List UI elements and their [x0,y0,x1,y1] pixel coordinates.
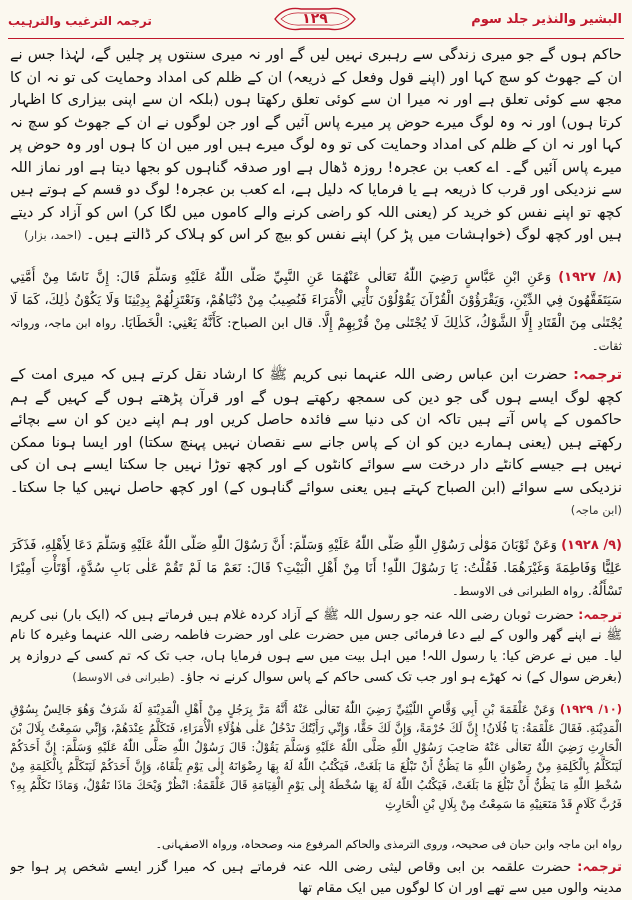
hadith-1-tarjuma-label: ترجمہ: [573,367,622,383]
paragraph-reference: (احمد، بزار) [23,228,82,242]
hadith-1-arabic [10,266,622,362]
hadith-3-tarjuma-label: ترجمہ: [577,860,622,875]
hadith-1-reference: (ابن ماجہ) [570,503,622,517]
hadith-3-arabic [10,700,622,832]
hadith-1-number: (۸/ ۱۹۲۷) [558,270,622,285]
hadith-3-number: (۱۰/ ۱۹۲۹) [559,702,622,716]
hadith-1-translation [10,364,622,532]
hadith-3-source-line [10,836,622,856]
hadith-1-arabic-text: وَعَنِ ابْنِ عَبَّاسٍ رَضِيَ اللّٰهُ تَعَالٰى عَنْهُمَا عَنِ النَّبِيِّ صَلَّى اللّٰهُ عَلَيْهِ وَسَلَّمَ قَالَ: إِنَّ نَاسًا مِنْ أُمَّتِي سَيَتَفَقَّهُونَ فِي الدِّيْنِ، وَيَقْرَؤُوْنَ الْقُرْآنَ يَقُوْلُوْنَ نَأْتِي الْأُمَرَاءَ فَنُصِيبُ مِنْ دُنْيَاهُمْ، وَنَعْتَزِلُهُمْ بِدِيْنِنَا وَلَا يَكُوْنُ ذٰلِكَ، كَمَا لَا يُجْتَنٰى مِنَ الْقَتَادِ إِلَّا الشَّوْكُ، كَذٰلِكَ لَا يُجْتَنٰى مِنْ قُرْبِهِمْ إِلَّا. قال ابن الصباح: كَأَنَّهُ يَعْنِي: الْخَطَايَا. [10,270,622,331]
hadith-2-reference: (طبرانی فی الاوسط) [72,669,175,684]
hadith-2-number: (۹/ ۱۹۲۸) [561,538,622,553]
hadith-2-source: رواہ الطبرانی فی الاوسط۔ [451,584,584,598]
hadith-3-arabic-text: وَعَنْ عَلْقَمَةَ بْنِ أَبِي وَقَّاصٍ اللَّيْثِيِّ رَضِيَ اللّٰهُ تَعَالٰى عَنْهُ أَنَّهُ مَرَّ بِرَجُلٍ مِنْ أَهْلِ الْمَدِيْنَةِ لَهُ شَرَفٌ وَهُوَ جَالِسٌ بِسُوْقِ الْمَدِيْنَةِ. فَقَالَ عَلْقَمَةُ: يَا فُلَانُ! إِنَّ لَكَ حُرْمَةً، وَإِنَّ لَكَ حَقًّا، وَإِنِّي رَأَيْتُكَ تَدْخُلُ عَلٰى هٰؤُلَاءِ الْأُمَرَاءِ، فَتَكَلَّمُ عِنْدَهُمْ، وَإِنِّي سَمِعْتُ بِلَالَ بْنَ الْحَارِثِ رَضِيَ اللّٰهُ تَعَالٰى عَنْهُ صَاحِبَ رَسُوْلِ اللّٰهِ صَلَّى اللّٰهُ عَلَيْهِ وَسَلَّمَ يَقُوْلُ: قَالَ رَسُوْلُ اللّٰهِ صَلَّى اللّٰهُ عَلَيْهِ وَسَلَّمَ: إِنَّ أَحَدَكُمْ لَيَتَكَلَّمُ بِالْكَلِمَةِ مِنْ رِضْوَانِ اللّٰهِ مَا يَظُنُّ أَنْ تَبْلُغَ مَا بَلَغَتْ، فَيَكْتُبُ اللّٰهُ لَهُ بِهَا رِضْوَانَهُ إِلٰى يَوْمِ يَلْقَاهُ، وَإِنَّ أَحَدَكُمْ لَيَتَكَلَّمُ بِالْكَلِمَةِ مِنْ سُخْطِ اللّٰهِ مَا يَظُنُّ أَنْ تَبْلُغَ مَا بَلَغَتْ، فَيَكْتُبُ اللّٰهُ لَهُ بِهَا سُخْطَهُ إِلٰى يَوْمِ الْقِيَامَةِ قَالَ عَلْقَمَةُ: انْظُرْ وَيْحَكَ مَاذَا تَقُوْلُ، وَمَاذَا تَكَلَّمُ بِهِ؟ فَرُبَّ كَلَامٍ قَدْ مَنَعَنِيْهِ مَا سَمِعْتُ مِنْ بِلَالِ بْنِ الْحَارِثِ [10,702,622,811]
book-title: البشیر والنذیر جلد سوم [471,12,622,27]
hadith-1-source: رواہ ابن ماجہ، ورواتہ ثقات۔ [10,316,622,353]
hadith-2-translation-text: حضرت ثوبان رضی اللہ عنہ جو رسول اللہ ﷺ کے آزاد کردہ غلام ہیں فرماتے ہیں کہ (ایک بار) نبی کریم ﷺ نے اپنے گھر والوں کے لیے دعا فرمائی جس میں حضرت علی اور حضرت فاطمہ رضی اللہ عنہما وغیرہ کا نام لیا۔ میں نے عرض کیا: یا رسول اللہ! میں اہل بیت میں سے ہوں فرمایا ہاں، جب تک کہ تم کسی کے دروازہ پر (بغرض سوال کے) نہ کھڑے ہو اور جب تک کسی حاکم کے پاس سوال کرنے نہ جاؤ۔ [10,608,622,685]
hadith-3-translation [10,858,622,898]
page-header [0,0,632,40]
hadith-3-translation-text: حضرت علقمہ بن ابی وقاص لیثی رضی اللہ عنہ فرماتے ہیں کہ میرا گزر ایسے شخص پر ہوا جو مدینہ والوں میں سے تھے اور ان کا لوگوں میں ایک مقام تھا [10,860,622,896]
hadith-2-arabic [10,534,622,604]
hadith-2-arabic-text: وَعَنْ ثَوْبَانَ مَوْلٰى رَسُوْلِ اللّٰهِ صَلَّى اللّٰهُ عَلَيْهِ وَسَلَّمَ: أَنَّ رَسُوْلَ اللّٰهِ صَلَّى اللّٰهُ عَلَيْهِ وَسَلَّمَ دَعَا لِأَهْلِهِ، فَذَكَرَ عَلِيًّا وَفَاطِمَةَ وَغَيْرَهُمَا. فَقُلْتُ: يَا رَسُوْلَ اللّٰهِ! أَنَا مِنْ أَهْلِ الْبَيْتِ؟ قَالَ: نَعَمْ مَا لَمْ تَقُمْ عَلٰى بَابِ سُدَّةٍ، أَوْتَأْتِ أَمِيْرًا تَسْأَلُهُ. [10,538,622,599]
hadith-2-tarjuma-label: ترجمہ: [578,608,622,623]
page-number: ۱۲۹ [302,11,328,27]
hadith-1-translation-text: حضرت ابن عباس رضی اللہ عنہما نبی کریم ﷺ کا ارشاد نقل کرتے ہیں کہ میری امت کے کچھ لوگ ایسے ہوں گی جو دین کی سمجھ رکھتے ہوں گے اور قرآن پڑھتے ہوں گے کہیں گے ہم حاکموں کے پاس آتے ہیں تاکہ ان کی دنیا سے فائدہ حاصل کریں اور ہم اپنے دین کو ان سے بچائے رکھتے ہیں (یعنی ہمارے دین کو ان کے پاس جانے سے نقصان نہیں پہنچ سکتا) اور ایسا ہونا ممکن نہیں ہے جیسے کانٹے دار درخت سے سوائے کانٹوں کے اور کچھ توڑا نہیں جا سکتا ایسے ہی ان کی نزدیکی سے سوائے (ابن الصباح کہتے ہیں یعنی سوائے گناہوں کے) اور کچھ حاصل نہیں کیا جا سکتا۔ [10,367,622,496]
page-number-cartouche [271,4,359,34]
hadith-3-source: رواہ ابن ماجہ وابن حبان فی صحیحہ، وروی الترمذی والحاکم المرفوع منہ وصححاہ، ورواہ الاصفہانی۔ [155,838,622,851]
paragraph-text: حاکم ہوں گے جو میری زندگی سے رہبری نہیں لیں گے اور نہ میری سنتوں پر چلیں گے، لہٰذا جس نے ان کے جھوٹ کو سچ کہا اور (اپنے قول وفعل کے ذریعہ) ان کے ظلم کی امداد وحمایت کی تو نہ ان کا مجھ سے کوئی تعلق ہے اور نہ میرا ان سے کوئی تعلق رکھتا ہوں (بلکہ ان سے اپنی بیزاری کا اظہار کرتا ہوں) اور نہ وہ لوگ میرے حوض پر میرے پاس آئیں گے اور جن لوگوں نے ان کے جھوٹ کو سچ نہ کہا اور نہ ان کے ظلم کی امداد وحمایت کی تو وہ لوگ میرے ہیں اور میں ان کا ہوں اور وہ حوض پر میرے پاس آئیں گے۔ اے کعب بن عجرہ! روزہ ڈھال ہے اور صدقہ گناہوں کو بجھا دیتا ہے اور نماز اللہ سے نزدیکی اور قرب کا ذریعہ ہے یا فرمایا کہ دلیل ہے، اے کعب بن عجرہ! لوگ دو قسم کے ہوتے ہیں کچھ تو اپنے نفس کو خرید کر (یعنی اللہ کو راضی کرنے والے کاموں میں لگا کر) اس کو آزاد کر دیتے ہیں اور کچھ لوگ (خواہشات میں پڑ کر) اپنے نفس کو بیچ کر اس کو ہلاک کر ڈالتے ہیں۔ [10,47,622,243]
header-rule [8,38,624,39]
continued-paragraph [10,44,622,262]
hadith-2-translation [10,606,622,698]
series-title: ترجمہ الترغیب والترہیب [8,14,152,28]
